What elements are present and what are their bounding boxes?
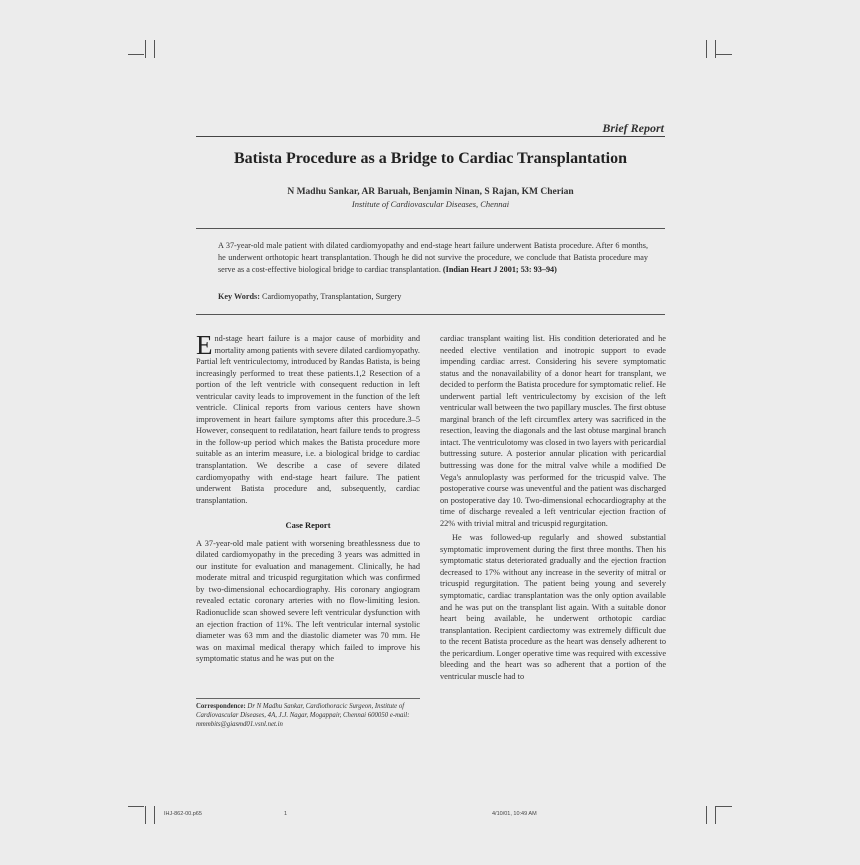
abstract-bottom-rule bbox=[196, 314, 665, 315]
author-list: N Madhu Sankar, AR Baruah, Benjamin Ninan, S Rajan, KM Cherian bbox=[287, 187, 574, 197]
header-rule bbox=[196, 136, 665, 137]
correspondence-footnote bbox=[196, 702, 420, 729]
crop-mark bbox=[716, 54, 732, 55]
footnote-rule bbox=[196, 698, 420, 699]
crop-mark bbox=[715, 40, 716, 58]
keywords-label: Key Words: bbox=[218, 292, 260, 301]
crop-mark bbox=[145, 806, 146, 824]
crop-mark bbox=[716, 806, 732, 807]
case-report-heading: Case Report bbox=[285, 520, 331, 531]
keywords-text: Cardiomyopathy, Transplantation, Surgery bbox=[259, 292, 402, 301]
crop-mark bbox=[154, 806, 155, 824]
keywords bbox=[218, 292, 648, 301]
intro-paragraph bbox=[196, 330, 420, 506]
crop-mark bbox=[706, 40, 707, 58]
case-paragraph-2: cardiac transplant waiting list. His condition deteriorated and he needed elective ventilation and inotropic support to evade impending cardiac arrest. Considering his severe symptomatic status and the nonavailability of a donor heart for transplant, we decided to perform the Batista procedure for symptomatic relief. He underwent partial left ventriculectomy by excision of the left ventricular wall between the two papillary muscles. The first obtuse marginal branch of the left circumflex artery was sacrificed in the resection, leaving the diagonals and the last obtuse marginal branch intact. The ventriculotomy was closed in two layers with pericardial buttressing suture. A posterior annular plication with pericardial buttressing was done for the mitral valve while a modified De Vega's annuloplasty was performed for the tricuspid valve. The postoperative course was uneventful and the patient was discharged on postoperative day 10. Two-dimensional echocardiography at the time of discharge revealed a left ventricular ejection fraction of 22% with trivial mitral and tricuspid regurgitation. bbox=[440, 334, 666, 528]
crop-mark bbox=[128, 806, 144, 807]
case-paragraph-3: He was followed-up regularly and showed substantial symptomatic improvement during the first three months. Then his symptomatic status deteriorated gradually and the ejection fraction decreased to 17% without any increase in the severity of mitral or tricuspid regurgitation. The patient being young and severely symptomatic, cardiac transplantation was the only option available and he was put on the transplant list again. With a suitable donor heart being available, he underwent orthotopic cardiac transplantation. Recipient cardiectomy was extremely difficult due to the recent Batista procedure as the heart was densely adherent to the pericardium. Longer operative time was required with excessive bleeding and the heart was so adherent that a portion of the ventricular muscle had to bbox=[440, 533, 666, 681]
footnote-label: Correspondence: bbox=[196, 703, 246, 710]
slug-timestamp: 4/10/01, 10:49 AM bbox=[492, 811, 537, 817]
crop-mark bbox=[715, 806, 716, 824]
crop-mark bbox=[128, 54, 144, 55]
slug-file: IHJ-862-00.p65 bbox=[164, 811, 202, 817]
slug-page: 1 bbox=[284, 811, 288, 817]
crop-mark bbox=[706, 806, 707, 824]
case-paragraph-1: A 37-year-old male patient with worsening breathlessness due to dilated cardiomyopathy in the preceding 3 years was admitted in our institute for evaluation and management. Clinically, he had moderate mitral and tricuspid regurgitation which was confirmed by two-dimensional echocardiography. His coronary angiogram revealed ectatic coronary arteries with no flow-limiting lesion. Radionuclide scan showed severe left ventricular dysfunction with an ejection fraction of 11%. The left ventricular internal systolic diameter was 63 mm and the diastolic diameter was 70 mm. He was on maximal medical therapy which failed to improve his symptomatic status and he was put on the bbox=[196, 538, 420, 664]
abstract bbox=[218, 240, 648, 276]
left-column bbox=[196, 330, 420, 665]
crop-mark bbox=[145, 40, 146, 58]
abstract-top-rule bbox=[196, 228, 665, 229]
section-label: Brief Report bbox=[602, 121, 664, 135]
affiliation: Institute of Cardiovascular Diseases, Chennai bbox=[351, 199, 510, 209]
footnote-text: Dr N Madhu Sankar, Cardiothoracic Surgeon, Institute of Cardiovascular Diseases, 4A, J.J. Nagar, Mogappair, Chennai 600050 e-mail: mmmbits@giasmd01.vsnl.net.in bbox=[196, 703, 410, 728]
right-column bbox=[440, 333, 666, 682]
crop-mark bbox=[154, 40, 155, 58]
intro-text: nd-stage heart failure is a major cause of morbidity and mortality among patients with severe dilated cardiomyopathy. Partial left ventriculectomy, introduced by Randas Batista, is being increasingly performed to treat these patients.1,2 Resection of a portion of the left ventricle with consequent reduction in left ventricular cavity leads to improvement in the function of the left ventricle. Clinical reports from various centers have shown improvement in heart failure symptoms after this procedure.3–5 However, consequent to redilatation, heart failure tends to progress in the follow-up period which makes the Batista procedure more suitable as an interim measure, i.e. a biological bridge to cardiac transplantation. We describe a case of severe dilated cardiomyopathy with end-stage heart failure. The patient underwent Batista procedure and, subsequently, cardiac transplantation. bbox=[196, 334, 420, 505]
article-title: Batista Procedure as a Bridge to Cardiac Transplantation bbox=[233, 150, 628, 167]
abstract-citation: (Indian Heart J 2001; 53: 93–94) bbox=[442, 265, 557, 274]
drop-cap: E bbox=[196, 330, 213, 360]
abstract-text: A 37-year-old male patient with dilated cardiomyopathy and end-stage heart failure underwent Batista procedure. After 6 months, he underwent orthotopic heart transplantation. Though he did not survive the procedure, we conclude that Batista procedure may serve as a cost-effective biological bridge to cardiac transplantation. bbox=[218, 241, 648, 274]
